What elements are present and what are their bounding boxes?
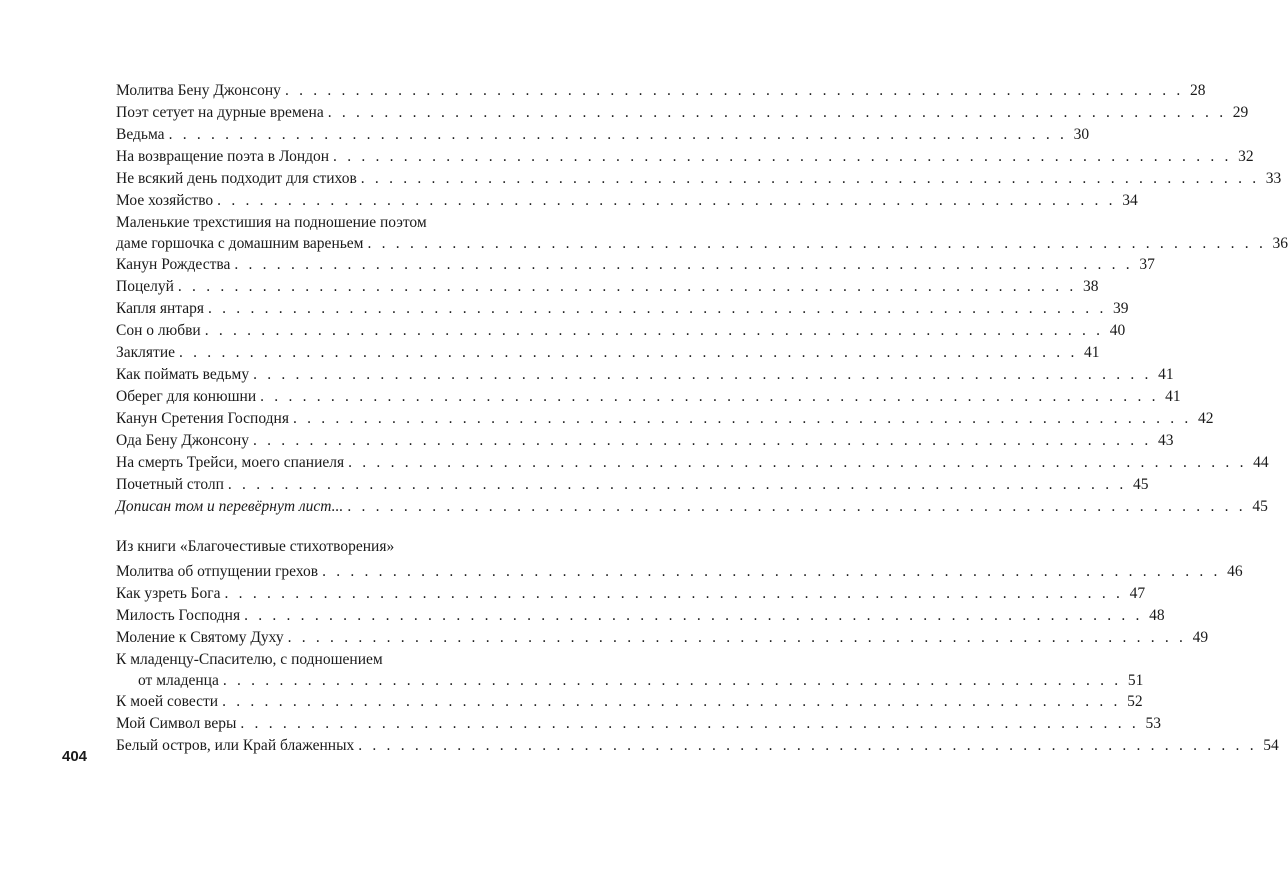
toc-entry-page: 41 (1158, 366, 1174, 383)
toc-entry (116, 583, 1146, 605)
toc-entry-page: 51 (1127, 672, 1144, 689)
toc-entry-title: Мой Символ веры (116, 715, 237, 732)
toc-entry (116, 102, 1249, 124)
toc-entry-title: Почетный столп (116, 476, 224, 493)
toc-entry (116, 713, 1161, 735)
toc-entry-multiline (116, 212, 1288, 254)
toc-entry-page: 30 (1073, 126, 1090, 143)
toc-entry-page: 28 (1189, 82, 1206, 99)
toc-entry-page: 29 (1232, 104, 1249, 121)
toc-entry-title: Поцелуй (116, 278, 174, 295)
dot-leader (178, 276, 1077, 298)
toc-entry-title-line1: Маленькие трехстишия на подношение поэтом (116, 214, 427, 231)
toc-entry-page: 37 (1139, 256, 1155, 273)
toc-entry-page: 45 (1132, 476, 1149, 493)
toc-entry-page: 49 (1192, 629, 1209, 646)
dot-leader (240, 713, 1139, 735)
toc-entry-title: Капля янтаря (116, 300, 204, 317)
toc-entry-title: Дописан том и перевёрнут лист... (116, 498, 344, 515)
toc-entry (116, 80, 1206, 102)
dot-leader (223, 670, 1122, 691)
dot-leader (244, 605, 1143, 627)
toc-entry (116, 627, 1209, 649)
dot-leader (368, 233, 1267, 254)
toc-entry-multiline (116, 649, 1144, 691)
toc-entry-title-line2: даме горшочка с домашним вареньем (116, 235, 364, 252)
toc-entry-title: Канун Сретения Господня (116, 410, 289, 427)
dot-leader (358, 735, 1257, 757)
toc-entry-title: Как узреть Бога (116, 585, 221, 602)
toc-entry-title: Моление к Святому Духу (116, 629, 284, 646)
toc-entry-page: 53 (1145, 715, 1161, 732)
toc-entry-title: Канун Рождества (116, 256, 231, 273)
toc-entry-page: 46 (1227, 563, 1243, 580)
dot-leader (285, 80, 1184, 102)
dot-leader (348, 452, 1247, 474)
toc-entry-title-line2: от младенца (138, 672, 219, 689)
dot-leader (225, 583, 1124, 605)
toc-entry-title: Ода Бену Джонсону (116, 432, 249, 449)
toc-entry-title: Ведьма (116, 126, 165, 143)
toc-entry (116, 691, 1143, 713)
toc-entry-title: Молитва об отпущении грехов (116, 563, 319, 580)
toc-entry (116, 386, 1181, 408)
dot-leader (205, 320, 1104, 342)
dot-leader (293, 408, 1192, 430)
toc-entry (116, 190, 1138, 212)
toc-entry-page: 45 (1252, 498, 1268, 515)
toc-entry-page: 33 (1265, 170, 1282, 187)
toc-entry (116, 254, 1155, 276)
toc-entry-title: К моей совести (116, 693, 219, 710)
toc-entry-page: 52 (1127, 693, 1143, 710)
section-heading: Из книги «Благочестивые стихотворения» (116, 538, 395, 555)
toc-entry-title: На смерть Трейси, моего спаниеля (116, 454, 345, 471)
dot-leader (253, 430, 1152, 452)
toc-entry (116, 364, 1174, 386)
toc-entry-page: 41 (1084, 344, 1100, 361)
toc-entry-page: 34 (1122, 192, 1138, 209)
toc-entry (116, 320, 1126, 342)
toc-entry (116, 452, 1269, 474)
toc-entry-title: Поэт сетует на дурные времена (116, 104, 324, 121)
toc-entry (116, 474, 1149, 496)
toc-entry (116, 298, 1129, 320)
toc-entry-title: Сон о любви (116, 322, 201, 339)
dot-leader (169, 124, 1068, 146)
table-of-contents (116, 80, 1288, 757)
toc-entry-page: 41 (1165, 388, 1181, 405)
toc-entry-title: Белый остров, или Край блаженных (116, 737, 355, 754)
toc-entry-page: 44 (1253, 454, 1269, 471)
dot-leader (179, 342, 1078, 364)
toc-entry-page: 40 (1109, 322, 1126, 339)
dot-leader (347, 496, 1246, 518)
toc-entry (116, 605, 1165, 627)
toc-entry-title: Как поймать ведьму (116, 366, 250, 383)
toc-entry (116, 561, 1243, 583)
dot-leader (260, 386, 1159, 408)
toc-entry (116, 408, 1214, 430)
page-number: 404 (62, 748, 88, 765)
toc-entry-page: 48 (1149, 607, 1165, 624)
toc-entry-page: 54 (1263, 737, 1279, 754)
dot-leader (222, 691, 1121, 713)
toc-entry-page: 32 (1238, 148, 1254, 165)
toc-entry-title: Оберег для конюшни (116, 388, 257, 405)
dot-leader (217, 190, 1116, 212)
toc-entry-page: 36 (1272, 235, 1288, 252)
toc-entry-italic (116, 496, 1268, 518)
dot-leader (361, 168, 1260, 190)
toc-entry (116, 168, 1282, 190)
dot-leader (328, 102, 1227, 124)
toc-entry-page: 38 (1082, 278, 1099, 295)
toc-entry (116, 146, 1254, 168)
toc-entry (116, 342, 1100, 364)
toc-entry-page: 47 (1129, 585, 1146, 602)
dot-leader (288, 627, 1187, 649)
toc-entry-title: Не всякий день подходит для стихов (116, 170, 357, 187)
toc-entry (116, 735, 1279, 757)
toc-entry-page: 42 (1198, 410, 1214, 427)
toc-entry-title: Молитва Бену Джонсону (116, 82, 281, 99)
toc-entry-page: 43 (1157, 432, 1174, 449)
toc-entry (116, 430, 1174, 452)
dot-leader (208, 298, 1107, 320)
toc-entry-title: На возвращение поэта в Лондон (116, 148, 330, 165)
toc-entry-title-line1: К младенцу-Спасителю, с подношением (116, 651, 383, 668)
toc-entry (116, 124, 1090, 146)
dot-leader (333, 146, 1232, 168)
toc-entry (116, 276, 1099, 298)
toc-entry-title: Заклятие (116, 344, 175, 361)
dot-leader (322, 561, 1221, 583)
toc-entry-page: 39 (1113, 300, 1129, 317)
dot-leader (234, 254, 1133, 276)
toc-entry-title: Милость Господня (116, 607, 241, 624)
dot-leader (253, 364, 1152, 386)
toc-entry-title: Мое хозяйство (116, 192, 214, 209)
dot-leader (228, 474, 1127, 496)
